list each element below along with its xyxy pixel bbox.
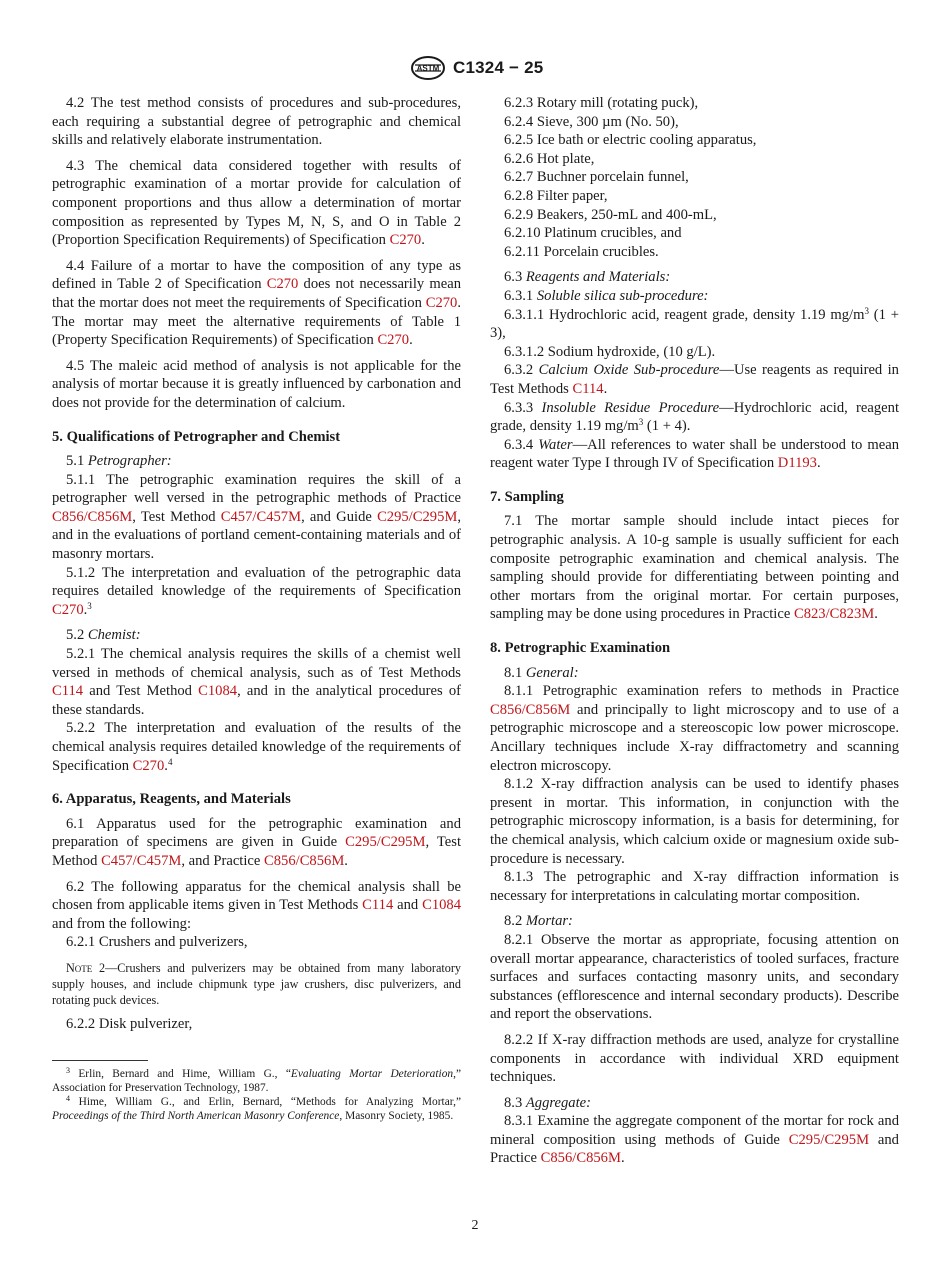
section-5-heading: 5. Qualifications of Petrographer and Chemist	[52, 428, 341, 445]
paragraph-4-5: 4.5 The maleic acid method of analysis is not applicable for the analysis of mortar because it is greatly influenced by carbonation and does not provide for the determination of calcium.	[52, 357, 461, 411]
paragraph-8-2: 8.2 Mortar:	[504, 913, 573, 930]
paragraph-6-3-1: 6.3.1 Soluble silica sub-procedure:	[504, 287, 709, 304]
link-c457[interactable]: C457/C457M	[220, 508, 302, 525]
paragraph-8-1: 8.1 General:	[504, 664, 579, 681]
paragraph-6-2-11: 6.2.11 Porcelain crucibles.	[504, 243, 659, 260]
paragraph-4-4: 4.4 Failure of a mortar to have the composition of any type as defined in Table 2 of Specification C270 does not necessarily mean that the mortar does not meet the requirements of Specification C270. The mortar may meet the alternative requirements of Table 1 (Property Specification Requirements) of Specification C270.	[52, 257, 461, 349]
paragraph-5-1-2: 5.1.2 The interpretation and evaluation of the petrographic data requires detailed knowledge of the requirements of Specification C270.$^3$	[52, 564, 461, 618]
svg-text:ASTM: ASTM	[416, 64, 440, 73]
link-c270[interactable]: C270	[425, 294, 458, 311]
paragraph-6-2-6: 6.2.6 Hot plate,	[504, 150, 595, 167]
right-column	[490, 94, 899, 1168]
link-c295[interactable]: C295/C295M	[377, 508, 458, 525]
astm-logo-icon	[410, 56, 446, 80]
paragraph-5-2: 5.2 Chemist:	[66, 627, 141, 644]
link-c856[interactable]: C856/C856M	[490, 701, 571, 718]
page-number: 2	[471, 1218, 479, 1233]
link-c457[interactable]: C457/C457M	[101, 852, 182, 869]
link-c270[interactable]: C270	[52, 601, 84, 618]
paragraph-6-3-1-1: 6.3.1.1 Hydrochloric acid, reagent grade, density 1.19 $mg/m^3$ (1 + 3),	[490, 305, 899, 342]
paragraph-6-3-2: 6.3.2 Calcium Oxide Sub-procedure—Use reagents as required in Test Methods C114.	[490, 362, 899, 397]
link-c114[interactable]: C114	[572, 380, 604, 397]
paragraph-8-1-1: 8.1.1 Petrographic examination refers to methods in Practice C856/C856M and principally to light microscopy and to use of a petrographic microscope and a stereoscopic low power microscope. Ancillary techniques include X-ray diffractometry and scanning electron microscopy.	[490, 683, 899, 774]
paragraph-8-2-2: 8.2.2 If X-ray diffraction methods are used, analyze for crystalline components in accordance with individual XRD equipment techniques.	[490, 1031, 899, 1086]
link-c295[interactable]: C295/C295M	[788, 1131, 870, 1148]
link-c295[interactable]: C295/C295M	[345, 834, 426, 851]
link-c1084[interactable]: C1084	[198, 683, 238, 700]
paragraph-7-1: 7.1 The mortar sample should include intact pieces for petrographic analysis. A 10-g sample is usually sufficient for each composite petrographic examination and chemical analysis. The sampling should provide for differentiating between pointing and other mortars from the original mortar. For certain purposes, sampling may be done using procedures in Practice C823/C823M.	[490, 513, 899, 623]
link-c1084[interactable]: C1084	[422, 897, 462, 914]
paragraph-6-2-2: 6.2.2 Disk pulverizer,	[66, 1015, 193, 1032]
link-c856[interactable]: C856/C856M	[540, 1150, 621, 1167]
link-c270[interactable]: C270	[266, 276, 299, 293]
paragraph-5-2-2: 5.2.2 The interpretation and evaluation of the results of the chemical analysis requires detailed knowledge of the requirements of Specification C270.$^4$	[52, 720, 461, 774]
standard-designation: C1324 − 25	[453, 58, 544, 77]
paragraph-8-1-2: 8.1.2 X-ray diffraction analysis can be used to identify phases present in mortar. This information, in conjunction with the petrographic microscopy information, is a basis for determining, for the chemical analysis, which calcium oxide or magnesium oxide sub-procedure is necessary.	[490, 776, 899, 867]
paragraph-6-3-1-2: 6.3.1.2 Sodium hydroxide, (10 g/L).	[504, 343, 716, 360]
link-c270[interactable]: C270	[389, 232, 422, 249]
section-7-heading: 7. Sampling	[490, 488, 564, 505]
paragraph-6-3-4: 6.3.4 Water—All references to water shall be understood to mean reagent water Type I through IV of Specification D1193.	[490, 436, 899, 472]
paragraph-6-2-8: 6.2.8 Filter paper,	[504, 187, 608, 204]
paragraph-6-3: 6.3 Reagents and Materials:	[504, 269, 671, 286]
note-2: Note 2—Crushers and pulverizers may be obtained from many laboratory supply houses, and include chipmunk type jaw crushers, disc pulverizers, and rotating puck devices.	[52, 960, 461, 1007]
paragraph-8-2-1: 8.2.1 Observe the mortar as appropriate, focusing attention on overall mortar appearance, characteristics of tooled surfaces, fracture surfaces and surfaces contacting masonry units, and secondary substances (efflorescence and internal secondary products). Describe and report the observations.	[490, 931, 899, 1023]
page-header	[0, 56, 950, 82]
link-c856[interactable]: C856/C856M	[52, 508, 133, 525]
paragraph-4-3: 4.3 The chemical data considered together with results of petrographic examination of a mortar provide for calculation of component proportions and thus allow a determination of mortar composition as represented by Types M, N, S, and O in Table 2 (Proportion Specification Requirements) of Specification C270.	[52, 157, 461, 249]
paragraph-8-3: 8.3 Aggregate:	[504, 1094, 591, 1111]
section-8-heading: 8. Petrographic Examination	[490, 640, 671, 657]
link-c856[interactable]: C856/C856M	[264, 852, 345, 869]
footnote-divider	[52, 1060, 148, 1061]
footnote-4: $^4$ Hime, William G., and Erlin, Bernard, “Methods for Analyzing Mortar,” Proceedings of the Third North American Masonry Conference, Masonry Society, 1985.	[52, 1093, 461, 1123]
paragraph-5-1-1: 5.1.1 The petrographic examination requires the skill of a petrographer well versed in the petrographic methods of Practice C856/C856M, Test Method C457/C457M, and Guide C295/C295M, and in the evaluations of portland cement-containing materials and of masonry mortars.	[52, 471, 461, 563]
footnote-3: $^3$ Erlin, Bernard and Hime, William G., “Evaluating Mortar Deterioration,” Association for Preservation Technology, 1987.	[52, 1065, 462, 1094]
paragraph-8-1-3: 8.1.3 The petrographic and X-ray diffraction information is necessary for interpretations in calculating mortar composition.	[490, 869, 899, 904]
footnote-ref-3[interactable]: 3	[87, 600, 92, 611]
footnote-ref-4[interactable]: 4	[167, 756, 173, 767]
paragraph-5-1: 5.1 Petrographer:	[66, 453, 172, 470]
link-d1193[interactable]: D1193	[777, 455, 817, 472]
paragraph-6-2-7: 6.2.7 Buchner porcelain funnel,	[504, 169, 689, 186]
left-column	[52, 94, 461, 1123]
paragraph-6-2-5: 6.2.5 Ice bath or electric cooling apparatus,	[504, 132, 757, 149]
paragraph-8-3-1: 8.3.1 Examine the aggregate component of the mortar for rock and mineral composition using methods of Guide C295/C295M and Practice C856/C856M.	[490, 1113, 899, 1167]
paragraph-6-1: 6.1 Apparatus used for the petrographic examination and preparation of specimens are given in Guide C295/C295M, Test Method C457/C457M, and Practice C856/C856M.	[52, 815, 461, 869]
paragraph-5-2-1: 5.2.1 The chemical analysis requires the skills of a chemist well versed in methods of chemical analysis, such as of Test Methods C114 and Test Method C1084, and in the analytical procedures of these standards.	[52, 646, 461, 718]
paragraph-6-2-3: 6.2.3 Rotary mill (rotating puck),	[504, 95, 699, 111]
paragraph-6-3-3: 6.3.3 Insoluble Residue Procedure—Hydrochloric acid, reagent grade, density 1.19 $mg/m^3$ (1 + 4).	[490, 399, 899, 435]
paragraph-6-2-4: 6.2.4 Sieve, 300 µm (No. 50),	[504, 113, 679, 130]
paragraph-6-2: 6.2 The following apparatus for the chemical analysis shall be chosen from applicable items given in Test Methods C114 and C1084 and from the following:	[52, 878, 462, 932]
link-c270[interactable]: C270	[132, 757, 165, 774]
link-c823[interactable]: C823/C823M	[793, 606, 875, 623]
paragraph-6-2-9: 6.2.9 Beakers, 250-mL and 400-mL,	[504, 206, 717, 223]
section-6-heading: 6. Apparatus, Reagents, and Materials	[52, 791, 291, 808]
paragraph-6-2-1: 6.2.1 Crushers and pulverizers,	[66, 934, 248, 951]
link-c114[interactable]: C114	[362, 897, 394, 914]
paragraph-4-2: 4.2 The test method consists of procedures and sub-procedures, each requiring a substantial degree of petrographic and chemical skills and relatively elaborate instrumentation.	[52, 95, 461, 149]
paragraph-6-2-10: 6.2.10 Platinum crucibles, and	[504, 225, 682, 242]
link-c114[interactable]: C114	[52, 683, 84, 700]
link-c270[interactable]: C270	[377, 332, 410, 349]
